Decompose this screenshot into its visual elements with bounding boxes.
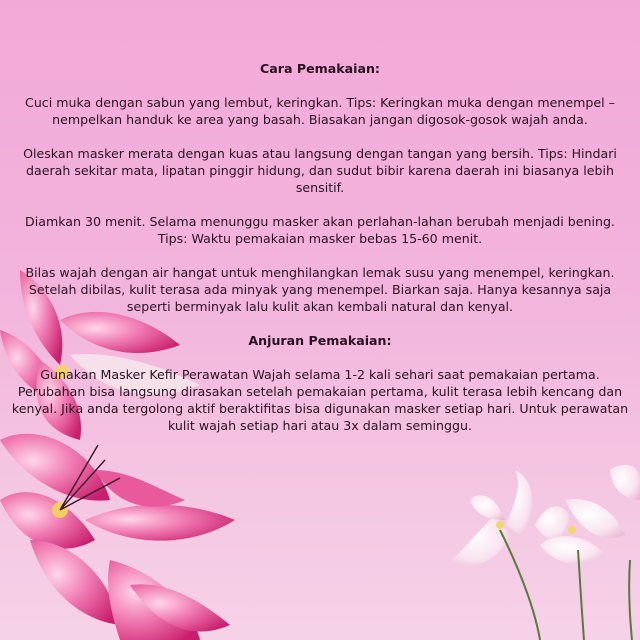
usage-heading: Cara Pemakaian: — [260, 61, 380, 76]
usage-step-1: Cuci muka dengan sabun yang lembut, keringkan. Tips: Keringkan muka dengan menempel – nempelkan handuk ke area yang basah. Biasakan jangan digosok-gosok wajah anda. — [25, 95, 615, 127]
usage-step-3: Diamkan 30 menit. Selama menunggu masker akan perlahan-lahan berubah menjadi bening. Tips: Waktu pemakaian masker bebas 15-60 menit. — [25, 214, 615, 246]
usage-step-2: Oleskan masker merata dengan kuas atau langsung dengan tangan yang bersih. Tips: Hindari daerah sekitar mata, lipatan pinggir hidung, dan sudut bibir karena daerah ini biasanya lebih sensitif. — [23, 146, 617, 195]
instructions-text — [10, 60, 630, 451]
recommendation-heading: Anjuran Pemakaian: — [248, 333, 392, 348]
pale-flower-right — [450, 465, 640, 640]
lily-flower-left-bottom — [0, 434, 235, 640]
usage-step-5: Setelah dibilas, kulit terasa ada minyak yang menempel. Biarkan saja. Hanya kesannya saja seperti berminyak lalu kulit akan kembali natural dan kenyal. — [28, 282, 612, 314]
recommendation-text: Gunakan Masker Kefir Perawatan Wajah selama 1-2 kali sehari saat pemakaian pertama. Perubahan bisa langsung dirasakan setelah pemakaian pertama, kulit terasa lebih kencang dan kenyal. Jika anda tergolong aktif beraktifitas bisa digunakan masker setiap hari. Untuk perawatan kulit wajah setiap hari atau 3x dalam seminggu. — [11, 367, 629, 433]
usage-step-4: Bilas wajah dengan air hangat untuk menghilangkan lemak susu yang menempel, keringkan. — [25, 265, 615, 280]
